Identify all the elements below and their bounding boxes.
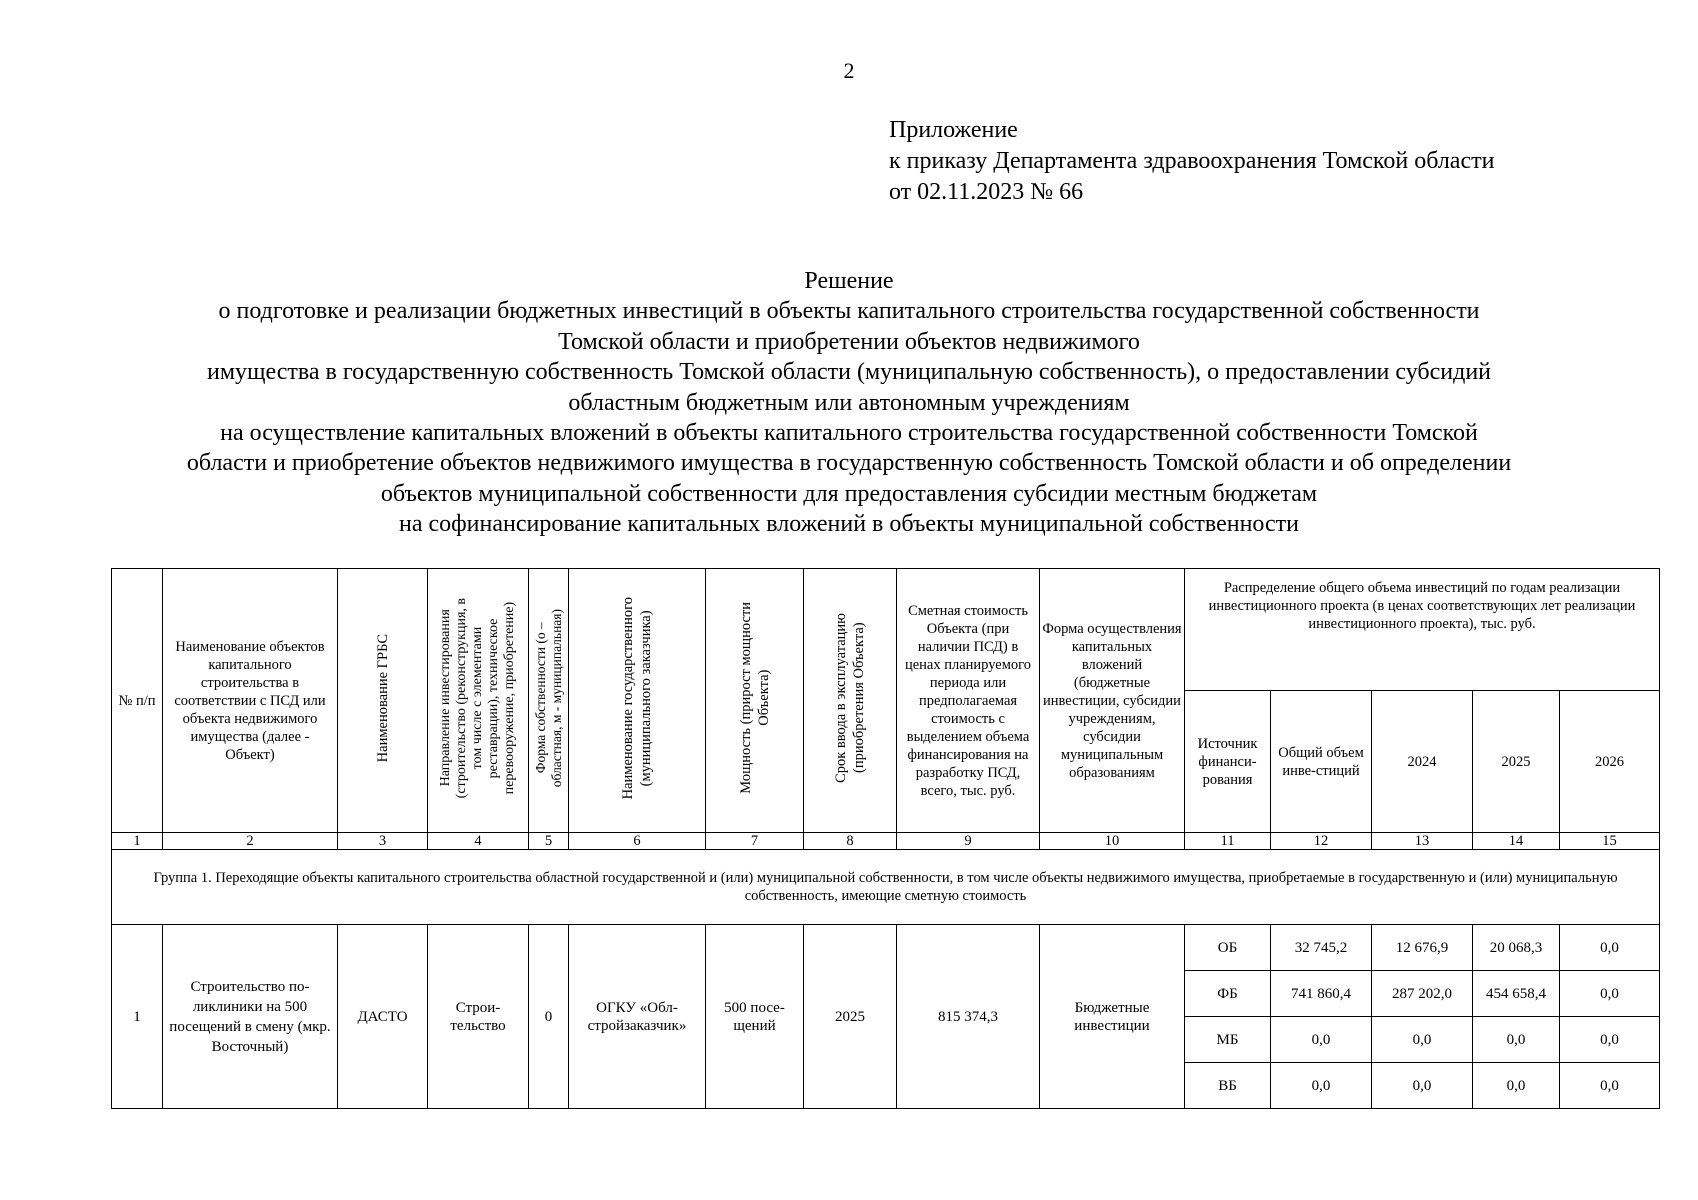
customer-value: ОГКУ «Обл-стройзаказчик»: [569, 925, 706, 1109]
col-number: 13: [1372, 833, 1473, 850]
source-cell: МБ: [1185, 1017, 1271, 1063]
title-line-4: имущества в государственную собственность Томской области (муниципальную собственность), о предоставлении субсидий: [206, 359, 1492, 386]
col-number: 5: [529, 833, 569, 850]
ownership-value: 0: [529, 925, 569, 1109]
page-number: 2: [843, 58, 855, 83]
estimated-cost-value: 815 374,3: [897, 925, 1040, 1109]
header-investment-form: Форма осуществления капитальных вложений (бюджетные инвестиции, субсидии учреждениям, субсидии муниципальным образованиям: [1040, 569, 1185, 833]
deadline-value: 2025: [804, 925, 897, 1109]
appendix-line-2: к приказу Департамента здравоохранения Томской области: [889, 148, 1495, 174]
direction-value: Строи-тельство: [428, 925, 529, 1109]
header-year-2025: 2025: [1473, 691, 1560, 833]
col-number: 14: [1473, 833, 1560, 850]
y2025-cell: 454 658,4: [1473, 971, 1560, 1017]
appendix-line-3: от 02.11.2023 № 66: [889, 179, 1084, 205]
header-year-2026: 2026: [1560, 691, 1660, 833]
y2024-cell: 0,0: [1372, 1017, 1473, 1063]
header-estimated-cost: Сметная стоимость Объекта (при наличии ПСД) в ценах планируемого периода или предполагаемая стоимость с выделением объема финансирования на разработку ПСД, всего, тыс. руб.: [897, 569, 1040, 833]
header-total: Общий объем инве-стиций: [1271, 691, 1372, 833]
total-cell: 0,0: [1271, 1017, 1372, 1063]
y2026-cell: 0,0: [1560, 1017, 1660, 1063]
title-line-8: объектов муниципальной собственности для предоставления субсидии местным бюджетам: [380, 480, 1318, 507]
header-direction: Направление инвестирования (строительство (реконструкция, в том числе с элементами реставрации), техническое перевооружение, приобретение): [428, 569, 529, 833]
title-line-1: Решение: [804, 268, 894, 294]
col-number: 8: [804, 833, 897, 850]
total-cell: 741 860,4: [1271, 971, 1372, 1017]
header-deadline: Срок ввода в эксплуатацию (приобретения Объекта): [804, 569, 897, 833]
group-row: [112, 850, 1660, 925]
row-number: 1: [112, 925, 163, 1109]
header-customer: Наименование государственного (муниципального заказчика): [569, 569, 706, 833]
total-cell: 32 745,2: [1271, 925, 1372, 971]
object-name: Строительство по-ликлиники на 500 посещений в смену (мкр. Восточный): [163, 925, 338, 1109]
col-number: 15: [1560, 833, 1660, 850]
col-number: 1: [112, 833, 163, 850]
col-number: 7: [706, 833, 804, 850]
header-row-1: [112, 569, 1660, 691]
header-distribution: Распределение общего объема инвестиций по годам реализации инвестиционного проекта (в ценах соответствующих лет реализации инвестиционного проекта), тыс. руб.: [1185, 569, 1660, 691]
y2025-cell: 0,0: [1473, 1017, 1560, 1063]
total-cell: 0,0: [1271, 1063, 1372, 1109]
col-number: 10: [1040, 833, 1185, 850]
header-object-name: Наименование объектов капитального строительства в соответствии с ПСД или объекта недвижимого имущества (далее - Объект): [163, 569, 338, 833]
source-cell: ФБ: [1185, 971, 1271, 1017]
col-number: 4: [428, 833, 529, 850]
header-capacity: Мощность (прирост мощности Объекта): [706, 569, 804, 833]
col-number: 6: [569, 833, 706, 850]
col-number: 3: [338, 833, 428, 850]
title-line-9: на софинансирование капитальных вложений в объекты муниципальной собственности: [398, 511, 1300, 538]
source-cell: ОБ: [1185, 925, 1271, 971]
title-line-5: областным бюджетным или автономным учреждениям: [568, 389, 1130, 416]
y2025-cell: 20 068,3: [1473, 925, 1560, 971]
y2026-cell: 0,0: [1560, 971, 1660, 1017]
document-title: [0, 266, 1698, 540]
title-line-6: на осуществление капитальных вложений в объекты капитального строительства государственной собственности Томской: [220, 420, 1478, 447]
col-number: 9: [897, 833, 1040, 850]
col-number: 11: [1185, 833, 1271, 850]
y2024-cell: 287 202,0: [1372, 971, 1473, 1017]
investment-table: [111, 568, 1660, 1109]
y2025-cell: 0,0: [1473, 1063, 1560, 1109]
group-1-caption: Группа 1. Переходящие объекты капитального строительства областной государственной и (или) муниципальной собственности, в том числе объекты недвижимого имущества, приобретаемые в государственную и (или) муниципальную собственность, имеющие сметную стоимость: [112, 850, 1660, 925]
header-ownership: Форма собственности (о – областная, м - муниципальная): [529, 569, 569, 833]
source-cell: ВБ: [1185, 1063, 1271, 1109]
appendix-block: [889, 115, 1494, 208]
col-number: 2: [163, 833, 338, 850]
col-number: 12: [1271, 833, 1372, 850]
grbs-value: ДАСТО: [338, 925, 428, 1109]
appendix-line-1: Приложение: [889, 117, 1018, 143]
table-row: [112, 925, 1660, 971]
header-grbs: Наименование ГРБС: [338, 569, 428, 833]
y2026-cell: 0,0: [1560, 925, 1660, 971]
y2024-cell: 12 676,9: [1372, 925, 1473, 971]
capacity-value: 500 посе-щений: [706, 925, 804, 1109]
header-year-2024: 2024: [1372, 691, 1473, 833]
header-num: № п/п: [112, 569, 163, 833]
investment-form-value: Бюджетные инвестиции: [1040, 925, 1185, 1109]
header-source: Источник финанси-рования: [1185, 691, 1271, 833]
title-line-7: области и приобретение объектов недвижимого имущества в государственную собственность Томской области и об определении: [186, 450, 1512, 477]
y2024-cell: 0,0: [1372, 1063, 1473, 1109]
y2026-cell: 0,0: [1560, 1063, 1660, 1109]
column-numbers-row: [112, 833, 1660, 850]
title-line-2: о подготовке и реализации бюджетных инвестиций в объекты капитального строительства государственной собственности: [218, 298, 1480, 325]
title-line-3: Томской области и приобретении объектов недвижимого: [558, 328, 1140, 355]
